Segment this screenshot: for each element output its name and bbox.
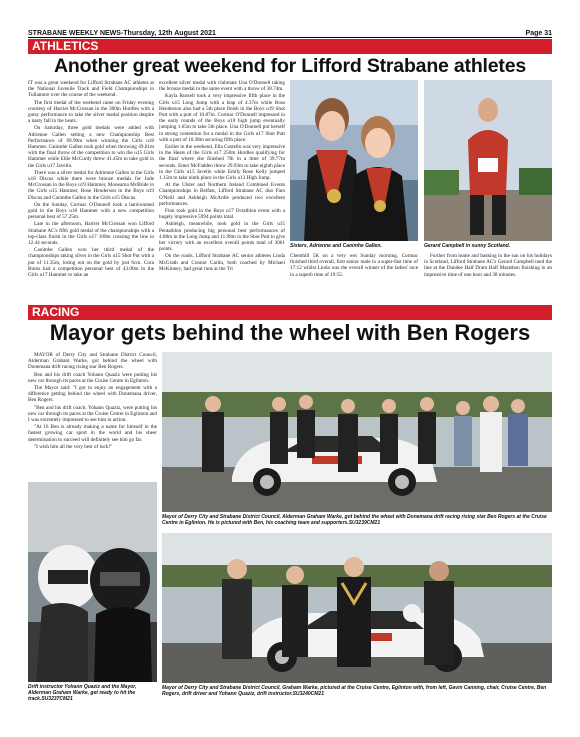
- article-paragraph: Caoimhe Gallen won her third medal of the championships taking silver in the Girls u15 Shot Put with a put of 11.35m, losing out on the gold by just 6cm. Cora Burns had a competition personal best of 43.06m in the Girls u17 Hammer to take an: [28, 247, 154, 279]
- cruise-centre-caption: Mayor of Derry City and Strabane District Council, Graham Warke, pictured at the Cruise Centre, Eglinton with, from left, Gavin Canning, chair, Cruise Centre, Ben Rogers, drift driver and Yohann Quaziz, drift instructor.SU3240CM21: [162, 685, 547, 697]
- athletics-article-col1: [28, 80, 154, 307]
- athletics-article-col4: [424, 253, 552, 303]
- article-paragraph: "At 16 Ben is already making a name for himself in the fastest growing car sport in the world and his sheer determination to succeed will definitely see him go far.: [28, 424, 157, 443]
- page-number: Page 31: [525, 30, 552, 37]
- article-paragraph: On Saturday, three gold medals were added with Adrienne Gallen setting a new Championship Best Performance of 69.90m when winning the Girls u18 Hammer. Caoimhe Gallen took gold when throwing 49.61m with the final throw of the competition to win the u15 Girls Hammer while Ellie McCurdy threw 41.45m to take gold in the Girls u17 Javelin.: [28, 125, 154, 169]
- athletics-section-bar: ATHLETICS: [28, 39, 552, 54]
- article-paragraph: "I wish him all the very best of luck!": [34, 443, 113, 450]
- article-paragraph: Ashleigh, meanwhile, took gold in the Girls u15 Pentathlon producing big personal best performances of 4.88m in the Long Jump and 11.98m in the Shot Putt to give her victory with an excellent overall points total of 3061 points.: [159, 221, 285, 253]
- racing-section-bar: RACING: [28, 305, 552, 320]
- athletics-article-col3: [290, 253, 418, 303]
- page-header: [28, 26, 552, 38]
- article-paragraph: MAYOR of Derry City and Strabane District Council, Alderman Graham Warke, got behind the wheel with Donemana drift racing rising star Ben Rogers.: [28, 352, 157, 371]
- helmets-caption: Drift instructor Yohann Quaziz and the Mayor, Alderman Graham Warke, get ready to hit the track.SU3237CM21: [28, 684, 137, 702]
- athletics-headline: Another great weekend for Lifford Strabane athletes: [54, 55, 526, 77]
- article-paragraph: On the roads, Lifford Strabane AC senior athletes Linda McGrath and Connor Carlin, both coached by Michael McKinney, had great runs at the Tri: [159, 253, 285, 272]
- sisters-photo: [290, 80, 418, 241]
- sisters-caption: Sisters, Adrienne and Caoimhe Gallen.: [290, 243, 382, 249]
- gerard-caption: Gerard Campbell in sunny Scotland.: [424, 243, 511, 249]
- helmets-photo: [28, 482, 157, 682]
- publication-date: STRABANE WEEKLY NEWS-Thursday, 12th August 2021: [28, 30, 216, 37]
- cruise-centre-photo: [162, 533, 552, 683]
- article-paragraph: Ben and his drift coach Yohann Quaziz were putting his new car through its paces at the Cruise Centre in Eglinton.: [28, 371, 157, 384]
- group-caption: Mayor of Derry City and Strabane District Council, Alderman Graham Warke, got behind the wheel with Donemana drift racing rising star Ben Rogers at the Cruise Centre in Eglinton. He is pictured with Ben, his coaching team and supporters.SU3239CM21: [162, 514, 547, 526]
- gerard-campbell-photo: [424, 80, 552, 241]
- article-paragraph: At the Ulster and Northern Ireland Combined Events Championships in Belfast, Lifford Strabane AC duo Finn O'Neill and Ashleigh McArdle produced two excellent performances.: [159, 182, 285, 207]
- racing-article-body: [28, 352, 157, 482]
- article-paragraph: "Ben and his drift coach, Yohann Quaziz, were putting his new car through its paces at the Cruise Centre in Eglinton and I was extremely impressed to see him in action.: [28, 404, 157, 424]
- racing-headline: Mayor gets behind the wheel with Ben Rogers: [49, 320, 531, 345]
- athletics-article-col2: [159, 80, 285, 307]
- article-paragraph: IT was a great weekend for Lifford Strabane AC athletes at the National Juvenile Track and Field Championships in Tullamore over the course of the weekend.: [28, 80, 154, 99]
- article-paragraph: Finn took gold in the Boys u17 Octathlon event with a hugely impressive 5994 points total.: [159, 208, 285, 221]
- article-paragraph: Earlier in the weekend, Ella Costello was very impressive in the Heats of the Girls u17 250m Hurdles qualifying for the final where she finished 7th in a time of 39.77m seconds. Emer McFadden threw 29.93m to take eighth place in the Girls u15 Javelin while Emily Rose Kelly jumped 1.15m to take ninth place in the Girls u13 High Jump.: [159, 144, 285, 182]
- article-paragraph: On the Sunday, Cormac O'Donnell took a hard-earned gold in the Boys u18 Hammer with a new competition personal best of 57.25m.: [28, 201, 154, 221]
- article-paragraph: Chemhill 5K on a very wet Sunday morning. Cormac finished third overall, first senior male in a super-fast time of 17:12 whilst Linda was the overall winner of the ladies' race in a superb time of 19:55.: [290, 253, 418, 278]
- article-paragraph: The first medal of the weekend came on Friday evening courtesy of Harriet McCrossan in the 300m Hurdles with a gutsy performance to take the silver medal position despite a nasty fall in the heats.: [28, 99, 154, 125]
- article-paragraph: Late in the afternoon, Harriet McCrossan won Lifford Strabane AC's fifth gold medal of the championships with a top-class finish in the Girls u17 100m crossing the line in 12.44 seconds.: [28, 221, 154, 247]
- article-paragraph: excellent silver medal with clubmate Una O'Donnell taking the bronze medal in the same event with a throw of 38.74m.: [159, 80, 285, 93]
- article-paragraph: Kayla Russell took a very impressive fifth place in the Girls u15 Long Jump with a leap of 4.37m while Ross Henderson also had a 5th place finish in the Boys u19 Shot Putt with a putt of 10.87m. Cormac O'Donnell impressed in the early rounds of the Boys u18 high jump eventually jumping 1.65m to take 5th place. Una O'Donnell put herself in strong contention for a medal in the Girls u17 Shot Putt with a putt of 10.38m securing fifth place.: [159, 93, 285, 143]
- article-paragraph: Further from home and basking in the sun on his holidays in Scotland, Lifford Strabane AC's Gerard Campbell toed the line at the Dundee Half Dram Half Marathon finishing in an impressive time of one hour and 38 minutes.: [424, 253, 552, 278]
- group-photo: [162, 352, 552, 512]
- article-paragraph: There was a silver medal for Adrienne Gallen in the Girls u18 Discus while there were bronze medals for Jude McCrossan in the Boys u19 Hammer, Monearna McBride in the Girls u15 Hammer, Rose Henderson in the Boys u19 Discus and Caoimhe Gallen in the Girls u15 Discus.: [28, 169, 154, 201]
- article-paragraph: The Mayor said: "I got to enjoy an engagement with a difference getting behind the wheel with Donemana driver, Ben Rogers.: [28, 385, 157, 404]
